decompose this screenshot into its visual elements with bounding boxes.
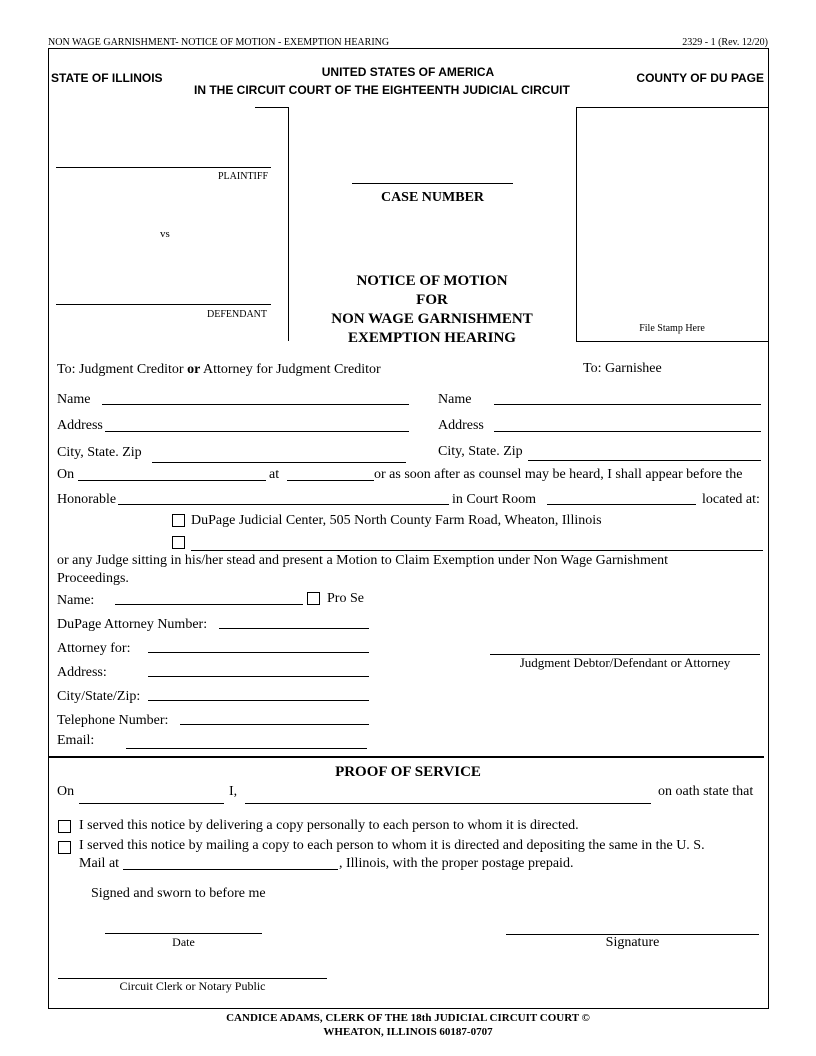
attorney-number-input[interactable] — [219, 614, 369, 629]
garnishee-name-input[interactable] — [494, 390, 761, 405]
county-label: COUNTY OF DU PAGE — [636, 71, 764, 85]
judge-name-input[interactable] — [118, 490, 449, 505]
motion-text-line-2: Proceedings. — [57, 571, 129, 586]
notary-signature-input[interactable] — [58, 964, 327, 979]
telephone-input[interactable] — [180, 710, 369, 725]
hearing-at-label: at — [269, 467, 280, 482]
filer-city-input[interactable] — [148, 686, 369, 701]
mail-service-checkbox[interactable] — [58, 841, 71, 854]
pro-se-checkbox[interactable] — [307, 592, 320, 605]
file-stamp-label: File Stamp Here — [639, 323, 705, 334]
court-room-label: in Court Room — [452, 492, 537, 507]
caption-top-rule — [255, 107, 289, 108]
personal-service-text: I served this notice by delivering a copy personally to each person to whom it is directed. — [79, 818, 579, 833]
other-location-checkbox[interactable] — [172, 536, 185, 549]
header-rule — [48, 48, 769, 49]
case-number-input[interactable] — [352, 169, 513, 184]
creditor-address-input[interactable] — [105, 417, 409, 432]
dupage-center-checkbox[interactable] — [172, 514, 185, 527]
garnishee-city-label: City, State. Zip — [438, 444, 523, 459]
email-input[interactable] — [126, 734, 367, 749]
mail-service-text-line-1: I served this notice by mailing a copy to each person to whom it is directed and depositing the same in the U. S. — [79, 838, 705, 853]
form-number: 2329 - 1 (Rev. 12/20) — [682, 37, 768, 48]
country-label: UNITED STATES OF AMERICA — [321, 65, 495, 79]
document-title-line-2: FOR — [416, 292, 448, 308]
telephone-label: Telephone Number: — [57, 713, 169, 728]
oath-text: on oath state that — [658, 784, 754, 799]
pro-se-label: Pro Se — [327, 591, 364, 606]
pos-i-label: I, — [229, 784, 238, 799]
pos-name-input[interactable] — [245, 789, 651, 804]
creditor-city-label: City, State. Zip — [57, 445, 142, 460]
filer-name-label: Name: — [57, 593, 95, 608]
case-number-label: CASE NUMBER — [380, 190, 485, 205]
attorney-for-input[interactable] — [148, 638, 369, 653]
date-label: Date — [172, 935, 195, 949]
hearing-time-input[interactable] — [287, 466, 374, 481]
mail-at-label: Mail at — [79, 856, 120, 871]
garnishee-address-label: Address — [438, 418, 484, 433]
counsel-text: or as soon after as counsel may be heard, I shall appear before the — [374, 467, 743, 482]
notary-label: Circuit Clerk or Notary Public — [119, 979, 266, 993]
pos-date-input[interactable] — [79, 789, 224, 804]
attorney-for-label: Attorney for: — [57, 641, 131, 656]
document-title-line-1: NOTICE OF MOTION — [356, 273, 508, 289]
debtor-signature-caption: Judgment Debtor/Defendant or Attorney — [519, 655, 731, 670]
defendant-input[interactable] — [56, 290, 271, 305]
court-label: IN THE CIRCUIT COURT OF THE EIGHTEENTH JUDICIAL CIRCUIT — [194, 83, 570, 97]
mail-location-input[interactable] — [123, 855, 338, 870]
page-border-left — [48, 48, 49, 1009]
court-room-input[interactable] — [547, 490, 696, 505]
caption-divider — [288, 107, 289, 341]
page-border-bottom — [48, 1008, 769, 1009]
honorable-label: Honorable — [57, 492, 117, 507]
filer-address-label: Address: — [57, 665, 107, 680]
plaintiff-input[interactable] — [56, 153, 271, 168]
form-title: NON WAGE GARNISHMENT- NOTICE OF MOTION - EXEMPTION HEARING — [48, 37, 390, 48]
filer-name-input[interactable] — [115, 590, 303, 605]
personal-service-checkbox[interactable] — [58, 820, 71, 833]
sworn-date-input[interactable] — [105, 919, 262, 934]
dupage-center-label: DuPage Judicial Center, 505 North County Farm Road, Wheaton, Illinois — [191, 513, 602, 528]
mail-service-text-line-2: , Illinois, with the proper postage prepaid. — [339, 856, 574, 871]
file-stamp-box — [576, 107, 769, 342]
attorney-number-label: DuPage Attorney Number: — [57, 617, 208, 632]
signature-label: Signature — [605, 935, 660, 950]
footer-line-1: CANDICE ADAMS, CLERK OF THE 18th JUDICIAL CIRCUIT COURT © — [226, 1012, 590, 1024]
debtor-signature-input[interactable] — [490, 640, 760, 655]
hearing-date-input[interactable] — [78, 466, 266, 481]
filer-city-label: City/State/Zip: — [57, 689, 141, 704]
plaintiff-label: PLAINTIFF — [218, 171, 269, 182]
filer-address-input[interactable] — [148, 662, 369, 677]
located-at-label: located at: — [702, 492, 760, 507]
creditor-name-label: Name — [57, 392, 91, 407]
to-garnishee-label: To: Garnishee — [583, 361, 662, 376]
creditor-city-input[interactable] — [152, 448, 406, 463]
garnishee-name-label: Name — [438, 392, 472, 407]
pos-on-label: On — [57, 784, 75, 799]
section-divider — [48, 756, 764, 758]
motion-text-line-1: or any Judge sitting in his/her stead and present a Motion to Claim Exemption under Non Wage Garnishment — [57, 553, 669, 568]
proof-of-service-heading: PROOF OF SERVICE — [335, 764, 481, 780]
garnishee-address-input[interactable] — [494, 417, 761, 432]
creditor-address-label: Address — [57, 418, 103, 433]
garnishee-city-input[interactable] — [528, 446, 761, 461]
to-creditor-label: To: Judgment Creditor or Attorney for Judgment Creditor — [57, 362, 381, 377]
signature-input[interactable] — [506, 920, 759, 935]
email-label: Email: — [57, 733, 95, 748]
document-title-line-3: NON WAGE GARNISHMENT — [331, 311, 533, 327]
state-label: STATE OF ILLINOIS — [51, 71, 163, 85]
creditor-name-input[interactable] — [102, 390, 409, 405]
defendant-label: DEFENDANT — [207, 309, 267, 320]
footer-line-2: WHEATON, ILLINOIS 60187-0707 — [323, 1026, 493, 1038]
vs-label: vs — [160, 228, 170, 240]
signed-sworn-text: Signed and sworn to before me — [91, 886, 266, 901]
document-title-line-4: EXEMPTION HEARING — [348, 330, 516, 346]
other-location-input[interactable] — [191, 536, 763, 551]
hearing-on-label: On — [57, 467, 75, 482]
